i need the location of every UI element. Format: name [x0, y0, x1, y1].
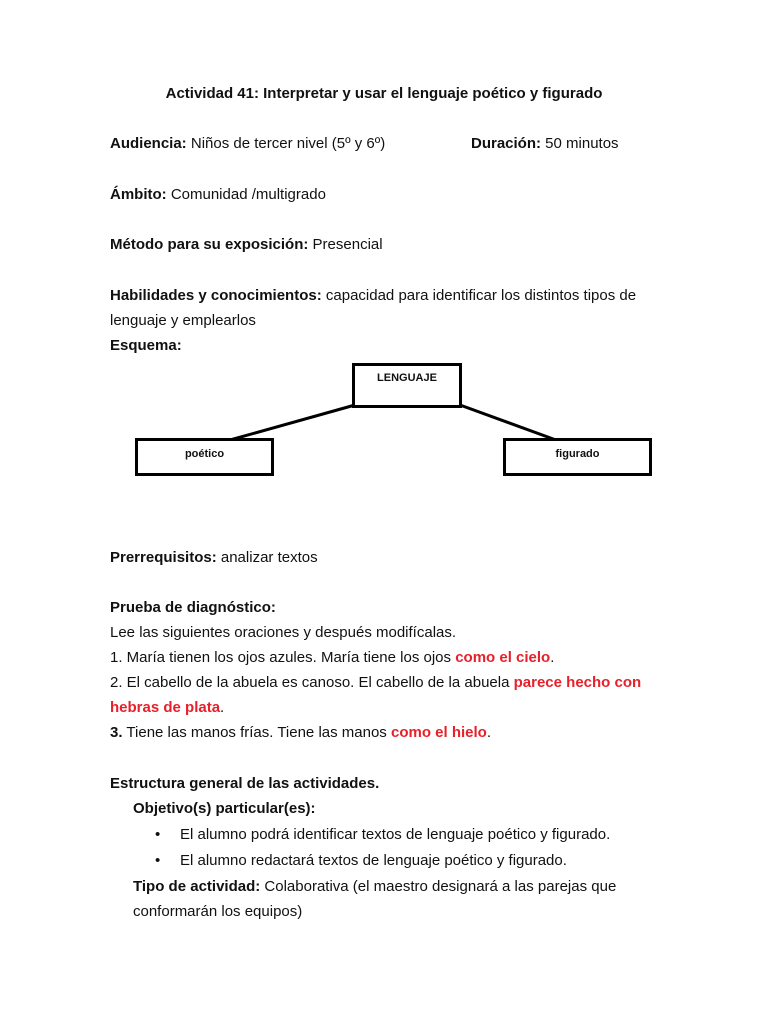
audiencia-label: Audiencia:: [110, 135, 187, 152]
esquema-right-box: [503, 438, 652, 476]
metodo-value: Presencial: [308, 236, 383, 253]
duracion-label: Duración:: [471, 135, 542, 152]
sentence-1-plain: 1. María tienen los ojos azules. María tiene los ojos: [110, 649, 456, 666]
sentence-2-end: .: [220, 699, 225, 716]
sentence-2-cont: [110, 698, 224, 718]
esquema-left-box: [135, 438, 274, 476]
duracion-value: 50 minutos: [541, 135, 619, 152]
esquema-label: Esquema:: [110, 337, 182, 354]
audiencia-value: Niños de tercer nivel (5º y 6º): [186, 135, 386, 152]
sentence-2: [110, 673, 641, 693]
habilidades-line-2: lenguaje y emplearlos: [110, 312, 256, 329]
ambito-label: Ámbito:: [110, 186, 167, 203]
ambito-value: Comunidad /multigrado: [166, 186, 326, 203]
objetivo-item-1: El alumno podrá identificar textos de lenguaje poético y figurado.: [180, 826, 611, 843]
esquema-root-label: LENGUAJE: [377, 372, 437, 384]
tipo-line-2: conformarán los equipos): [133, 903, 303, 920]
bullet-icon: •: [155, 826, 161, 843]
connector-left: [230, 405, 355, 440]
bullet-icon: •: [155, 852, 161, 869]
objetivo-item-2: El alumno redactará textos de lenguaje poético y figurado.: [180, 852, 567, 869]
tipo-value: Colaborativa (el maestro designará a las parejas que: [260, 878, 617, 895]
habilidades-value: capacidad para identificar los distintos tipos de: [321, 287, 637, 304]
estructura-label: Estructura general de las actividades.: [110, 775, 380, 792]
sentence-1-highlight: como el cielo: [455, 649, 551, 666]
page-title: Actividad 41: Interpretar y usar el lenguaje poético y figurado: [165, 85, 603, 102]
diagnostico-label: Prueba de diagnóstico:: [110, 599, 276, 616]
esquema-root-box: [352, 363, 462, 408]
esquema-right-label: figurado: [555, 448, 600, 460]
prerrequisitos-line: [110, 548, 318, 568]
sentence-3-number: 3.: [110, 724, 123, 741]
sentence-2-plain: 2. El cabello de la abuela es canoso. El cabello de la abuela: [110, 674, 514, 691]
tipo-label: Tipo de actividad:: [133, 878, 261, 895]
tipo-line: [133, 877, 616, 897]
sentence-3: [110, 723, 491, 743]
prerrequisitos-value: analizar textos: [216, 549, 318, 566]
sentence-2-highlight: parece hecho con: [513, 674, 642, 691]
sentence-2-highlight-2: hebras de plata: [110, 699, 221, 716]
sentence-1: [110, 648, 554, 668]
connector-right: [460, 405, 556, 440]
prerrequisitos-label: Prerrequisitos:: [110, 549, 217, 566]
objetivos-label: Objetivo(s) particular(es):: [133, 800, 316, 817]
metodo-label: Método para su exposición:: [110, 236, 309, 253]
sentence-3-plain: Tiene las manos frías. Tiene las manos: [122, 724, 391, 741]
sentence-3-highlight: como el hielo: [390, 724, 487, 741]
sentence-1-end: .: [550, 649, 555, 666]
diagnostico-intro: Lee las siguientes oraciones y después modifícalas.: [110, 624, 457, 641]
sentence-3-end: .: [486, 724, 492, 741]
habilidades-label: Habilidades y conocimientos:: [110, 287, 322, 304]
esquema-left-label: poético: [184, 448, 225, 460]
